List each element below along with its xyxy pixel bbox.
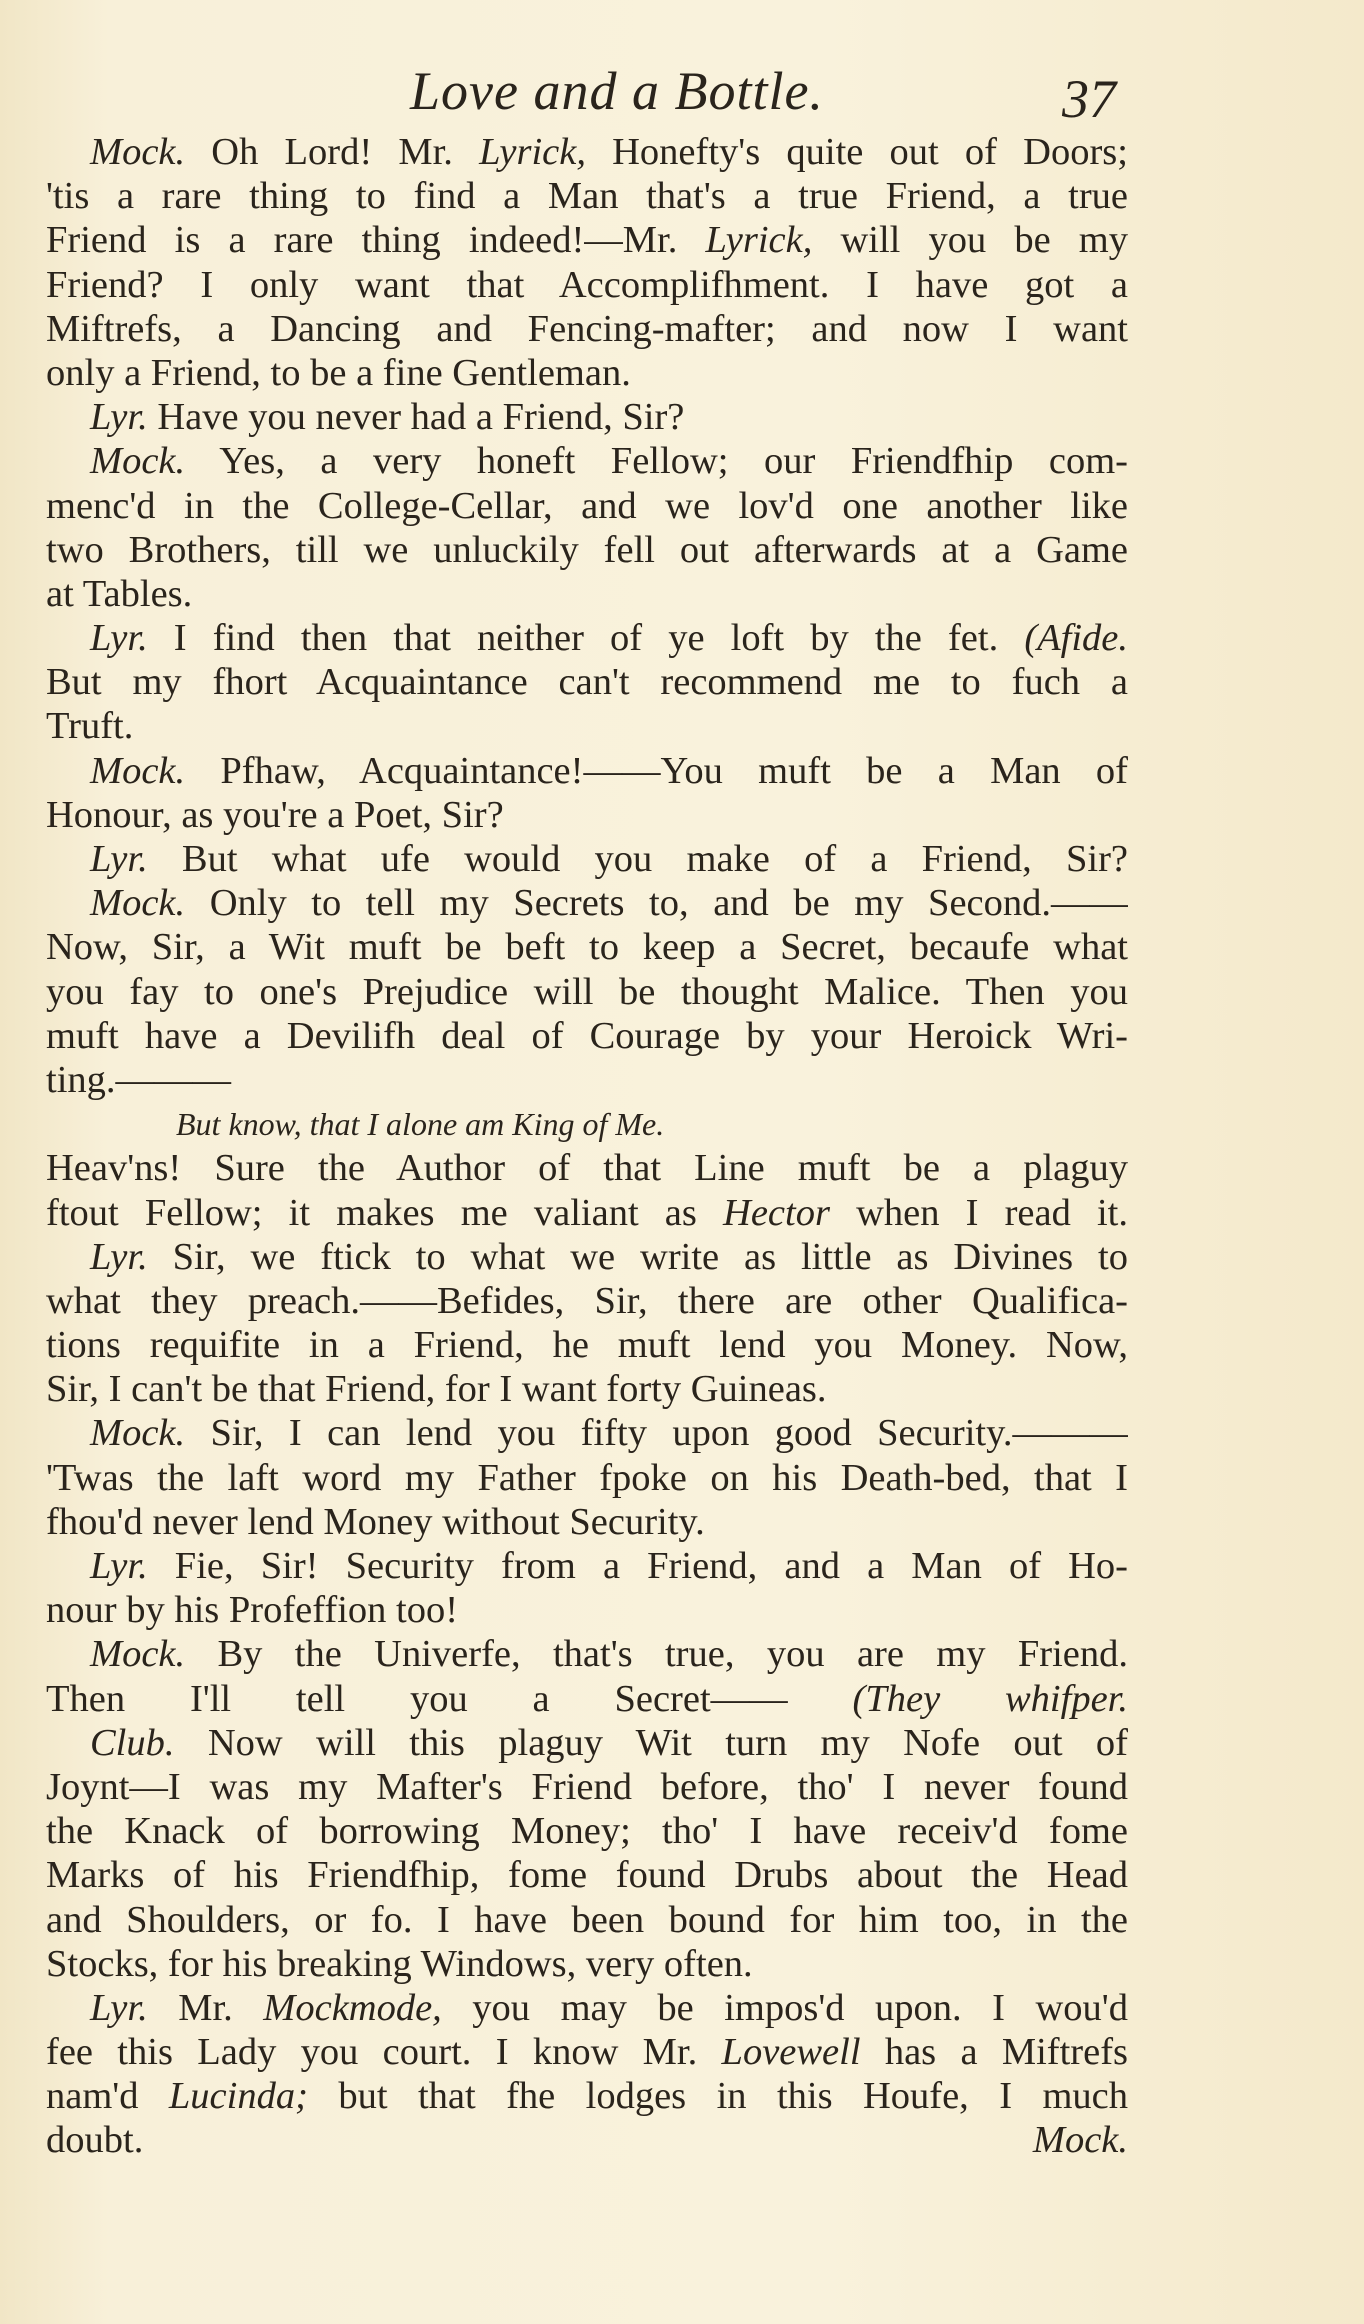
page-number: 37 <box>1062 69 1116 129</box>
line-text: Only to tell my Secrets to, and be my Second.—— <box>185 882 1128 925</box>
text-line: ting.——— <box>46 1058 232 1101</box>
text-line: Stocks, for his breaking Windows, very often. <box>46 1942 753 1985</box>
speaker-name: Mock. <box>90 749 186 792</box>
text-line <box>46 881 1128 925</box>
line-text: Fie, Sir! Security from a Friend, and a Man of Ho- <box>147 1545 1128 1587</box>
text-line <box>46 1544 1128 1588</box>
line-text: Pfhaw, Acquaintance!——You muft be a Man of <box>185 749 1128 792</box>
character-name: Hector <box>723 1191 830 1234</box>
catchword: Mock. <box>1032 2119 1128 2162</box>
line-text: doubt. <box>46 2119 144 2162</box>
text-line <box>46 130 1128 174</box>
speaker-name: Mock. <box>90 882 186 925</box>
text-line <box>46 616 1128 660</box>
stage-direction: (They whifper. <box>852 1677 1128 1720</box>
text-line <box>46 439 1128 483</box>
line-text: Oh Lord! Mr. <box>185 131 480 173</box>
speaker-name: Lyr. <box>90 838 148 880</box>
running-title: Love and a Bottle. <box>410 61 824 121</box>
text-line: nour by his Profeffion too! <box>46 1589 459 1632</box>
text-line: muft have a Devilifh deal of Courage by your Heroick Wri- <box>46 1014 1128 1057</box>
text-line: at Tables. <box>46 572 193 615</box>
text-line <box>46 2074 1128 2118</box>
line-text: has a Miftrefs <box>860 2031 1128 2074</box>
text-line <box>46 2118 1128 2162</box>
speaker-name: Mock. <box>90 131 186 173</box>
page-header <box>0 52 1364 132</box>
character-name: Lyrick, <box>705 219 813 262</box>
line-text: when I read it. <box>829 1191 1128 1234</box>
line-text: ftout Fellow; it makes me valiant as <box>46 1191 724 1234</box>
line-text: but that fhe lodges in this Houfe, I much <box>307 2075 1128 2118</box>
line-text: Friend is a rare thing indeed!—Mr. <box>46 219 706 262</box>
text-line <box>46 1677 1128 1721</box>
text-line: But my fhort Acquaintance can't recommend me to fuch a <box>46 661 1128 704</box>
speaker-name: Lyr. <box>90 396 148 439</box>
text-line <box>46 1721 1128 1765</box>
text-line: Friend? I only want that Accomplifhment. I have got a <box>46 263 1128 306</box>
text-line: Truft. <box>46 705 134 748</box>
text-line: menc'd in the College-Cellar, and we lov'd one another like <box>46 484 1128 527</box>
line-text: Then I'll tell you a Secret—— <box>46 1677 788 1720</box>
speaker-name: Lyr. <box>90 1986 148 2029</box>
text-line <box>46 218 1128 262</box>
line-text: Now will this plaguy Wit turn my Nofe out of <box>174 1721 1128 1764</box>
text-line: tions requifite in a Friend, he muft lend you Money. Now, <box>46 1324 1128 1367</box>
line-text: By the Univerfe, that's true, you are my Friend. <box>185 1633 1128 1676</box>
line-text: Mr. <box>147 1986 264 2029</box>
text-line: and Shoulders, or fo. I have been bound for him too, in the <box>46 1898 1128 1941</box>
character-name: Lovewell <box>721 2031 861 2074</box>
text-line: Heav'ns! Sure the Author of that Line muft be a plaguy <box>46 1147 1128 1190</box>
speaker-name: Lyr. <box>90 617 148 660</box>
line-text: Sir, we ftick to what we write as little as Divines to <box>147 1235 1128 1278</box>
text-line: Joynt—I was my Mafter's Friend before, tho' I never found <box>46 1765 1128 1808</box>
text-line: Miftrefs, a Dancing and Fencing-mafter; and now I want <box>46 307 1128 350</box>
character-name: Mockmode, <box>263 1986 442 2029</box>
line-text: Have you never had a Friend, Sir? <box>147 396 685 439</box>
text-line <box>46 1191 1128 1235</box>
text-line: the Knack of borrowing Money; tho' I have receiv'd fome <box>46 1810 1128 1853</box>
text-line: 'tis a rare thing to find a Man that's a true Friend, a true <box>46 175 1128 218</box>
text-line <box>46 749 1128 793</box>
text-line <box>46 1235 1128 1279</box>
text-line: 'Twas the laft word my Father fpoke on his Death-bed, that I <box>46 1456 1128 1499</box>
line-text: fee this Lady you court. I know Mr. <box>46 2031 722 2074</box>
speaker-name: Mock. <box>90 440 186 483</box>
character-name: Lyrick, <box>479 131 586 173</box>
character-name: Lucinda; <box>168 2075 308 2118</box>
text-line: Honour, as you're a Poet, Sir? <box>46 793 504 836</box>
text-line <box>46 837 1128 881</box>
speaker-name: Lyr. <box>90 1235 148 1278</box>
body-text <box>46 130 1128 2163</box>
line-text: Sir, I can lend you fifty upon good Security.——— <box>185 1412 1128 1455</box>
text-line <box>46 2030 1128 2074</box>
text-line: Marks of his Friendfhip, fome found Drubs about the Head <box>46 1854 1128 1897</box>
stage-direction: (Afide. <box>1024 617 1128 660</box>
text-line <box>46 1411 1128 1455</box>
line-text: nam'd <box>46 2075 169 2118</box>
line-text: Yes, a very honeft Fellow; our Friendfhip com- <box>185 440 1128 483</box>
text-line: only a Friend, to be a fine Gentleman. <box>46 351 631 394</box>
line-text: you may be impos'd upon. I wou'd <box>441 1986 1128 2029</box>
text-line: Sir, I can't be that Friend, for I want forty Guineas. <box>46 1368 827 1411</box>
text-line <box>46 1986 1128 2030</box>
text-line: fhou'd never lend Money without Security. <box>46 1500 705 1543</box>
verse-quotation: But know, that I alone am King of Me. <box>176 1106 665 1143</box>
text-line: two Brothers, till we unluckily fell out afterwards at a Game <box>46 528 1128 571</box>
text-line: you fay to one's Prejudice will be thought Malice. Then you <box>46 970 1128 1013</box>
speaker-name: Lyr. <box>90 1545 148 1587</box>
text-line: Now, Sir, a Wit muft be beft to keep a Secret, becaufe what <box>46 926 1128 969</box>
line-text: will you be my <box>812 219 1128 262</box>
line-text: But what ufe would you make of a Friend, Sir? <box>147 838 1128 880</box>
line-text: Honefty's quite out of Doors; <box>585 131 1128 173</box>
text-line <box>46 395 1128 439</box>
line-text: I find then that neither of ye loft by the fet. <box>147 617 999 660</box>
speaker-name: Mock. <box>90 1633 186 1676</box>
speaker-name: Mock. <box>90 1412 186 1455</box>
text-line <box>46 1632 1128 1676</box>
text-line: what they preach.——Befides, Sir, there are other Qualifica- <box>46 1279 1128 1322</box>
speaker-name: Club. <box>90 1721 175 1764</box>
